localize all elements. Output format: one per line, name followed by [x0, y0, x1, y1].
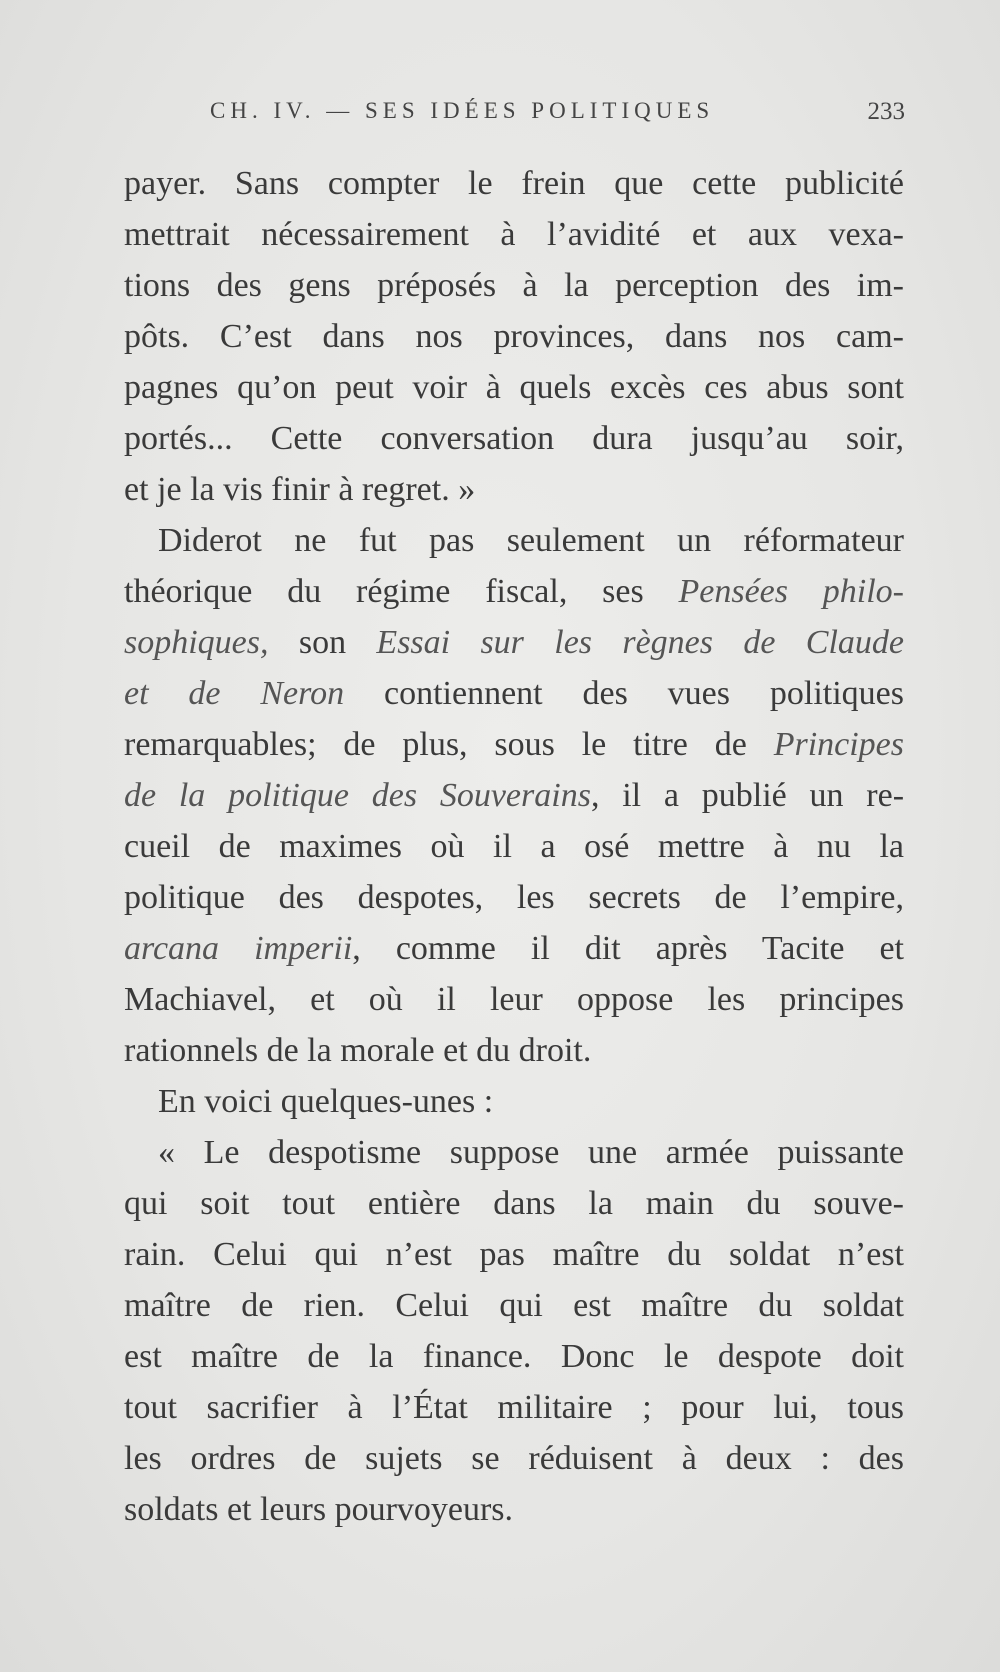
text-line: maître de rien. Celui qui est maître du soldat: [124, 1287, 904, 1324]
paragraph-3: [124, 1076, 904, 1127]
italic-title: Principes: [773, 726, 904, 763]
body-text: [124, 158, 904, 1535]
text-line: rationnels de la morale et du droit.: [124, 1032, 592, 1069]
text-line: les ordres de sujets se réduisent à deux : des: [124, 1440, 904, 1477]
paragraph-2: [124, 515, 904, 1076]
running-head: [120, 98, 905, 138]
text-line: et je la vis finir à regret. »: [124, 471, 476, 508]
text-line: Machiavel, et où il leur oppose les principes: [124, 981, 904, 1018]
italic-title: et de Neron: [124, 675, 345, 712]
text-line: mettrait nécessairement à l’avidité et aux vexa-: [124, 216, 904, 253]
italic-title: de la politique des Souverains: [124, 777, 591, 814]
text-line: cueil de maximes où il a osé mettre à nu la: [124, 828, 904, 865]
italic-title: Essai sur les règnes de Claude: [376, 624, 904, 661]
text-line: [124, 770, 904, 821]
text-line: politique des despotes, les secrets de l’empire,: [124, 879, 904, 916]
text-line: pagnes qu’on peut voir à quels excès ces abus sont: [124, 369, 904, 406]
text-line: « Le despotisme suppose une armée puissante: [158, 1134, 904, 1171]
text-line: payer. Sans compter le frein que cette publicité: [124, 165, 904, 202]
text-line: pôts. C’est dans nos provinces, dans nos cam-: [124, 318, 904, 355]
text-line: soldats et leurs pourvoyeurs.: [124, 1491, 514, 1528]
text-line: tions des gens préposés à la perception des im-: [124, 267, 904, 304]
italic-phrase: arcana imperii: [124, 930, 353, 967]
paragraph-1: [124, 158, 904, 515]
text-line: [124, 668, 904, 719]
text-line: tout sacrifier à l’État militaire ; pour lui, tous: [124, 1389, 904, 1426]
text-run: contiennent des vues politiques: [344, 675, 904, 712]
text-run: , comme il dit après Tacite et: [352, 930, 904, 967]
paragraph-4-quote: [124, 1127, 904, 1535]
text-run: son: [268, 624, 377, 661]
italic-title: sophiques,: [124, 624, 269, 661]
text-line: [124, 719, 904, 770]
text-line: [124, 923, 904, 974]
page-number: 233: [867, 98, 905, 125]
italic-title: Pensées philo-: [678, 573, 905, 610]
text-line: [124, 566, 904, 617]
text-run: théorique du régime fiscal, ses: [124, 573, 679, 610]
text-line: [124, 617, 904, 668]
text-run: , il a publié un re-: [590, 777, 905, 814]
text-run: remarquables; de plus, sous le titre de: [124, 726, 774, 763]
running-title: CH. IV. — SES IDÉES POLITIQUES: [210, 98, 715, 123]
text-line: En voici quelques-unes :: [158, 1083, 494, 1120]
text-line: rain. Celui qui n’est pas maître du soldat n’est: [124, 1236, 904, 1273]
text-line: qui soit tout entière dans la main du souve-: [124, 1185, 904, 1222]
text-line: portés... Cette conversation dura jusqu’au soir,: [124, 420, 904, 457]
text-line: Diderot ne fut pas seulement un réformateur: [158, 522, 904, 559]
text-line: est maître de la finance. Donc le despote doit: [124, 1338, 904, 1375]
